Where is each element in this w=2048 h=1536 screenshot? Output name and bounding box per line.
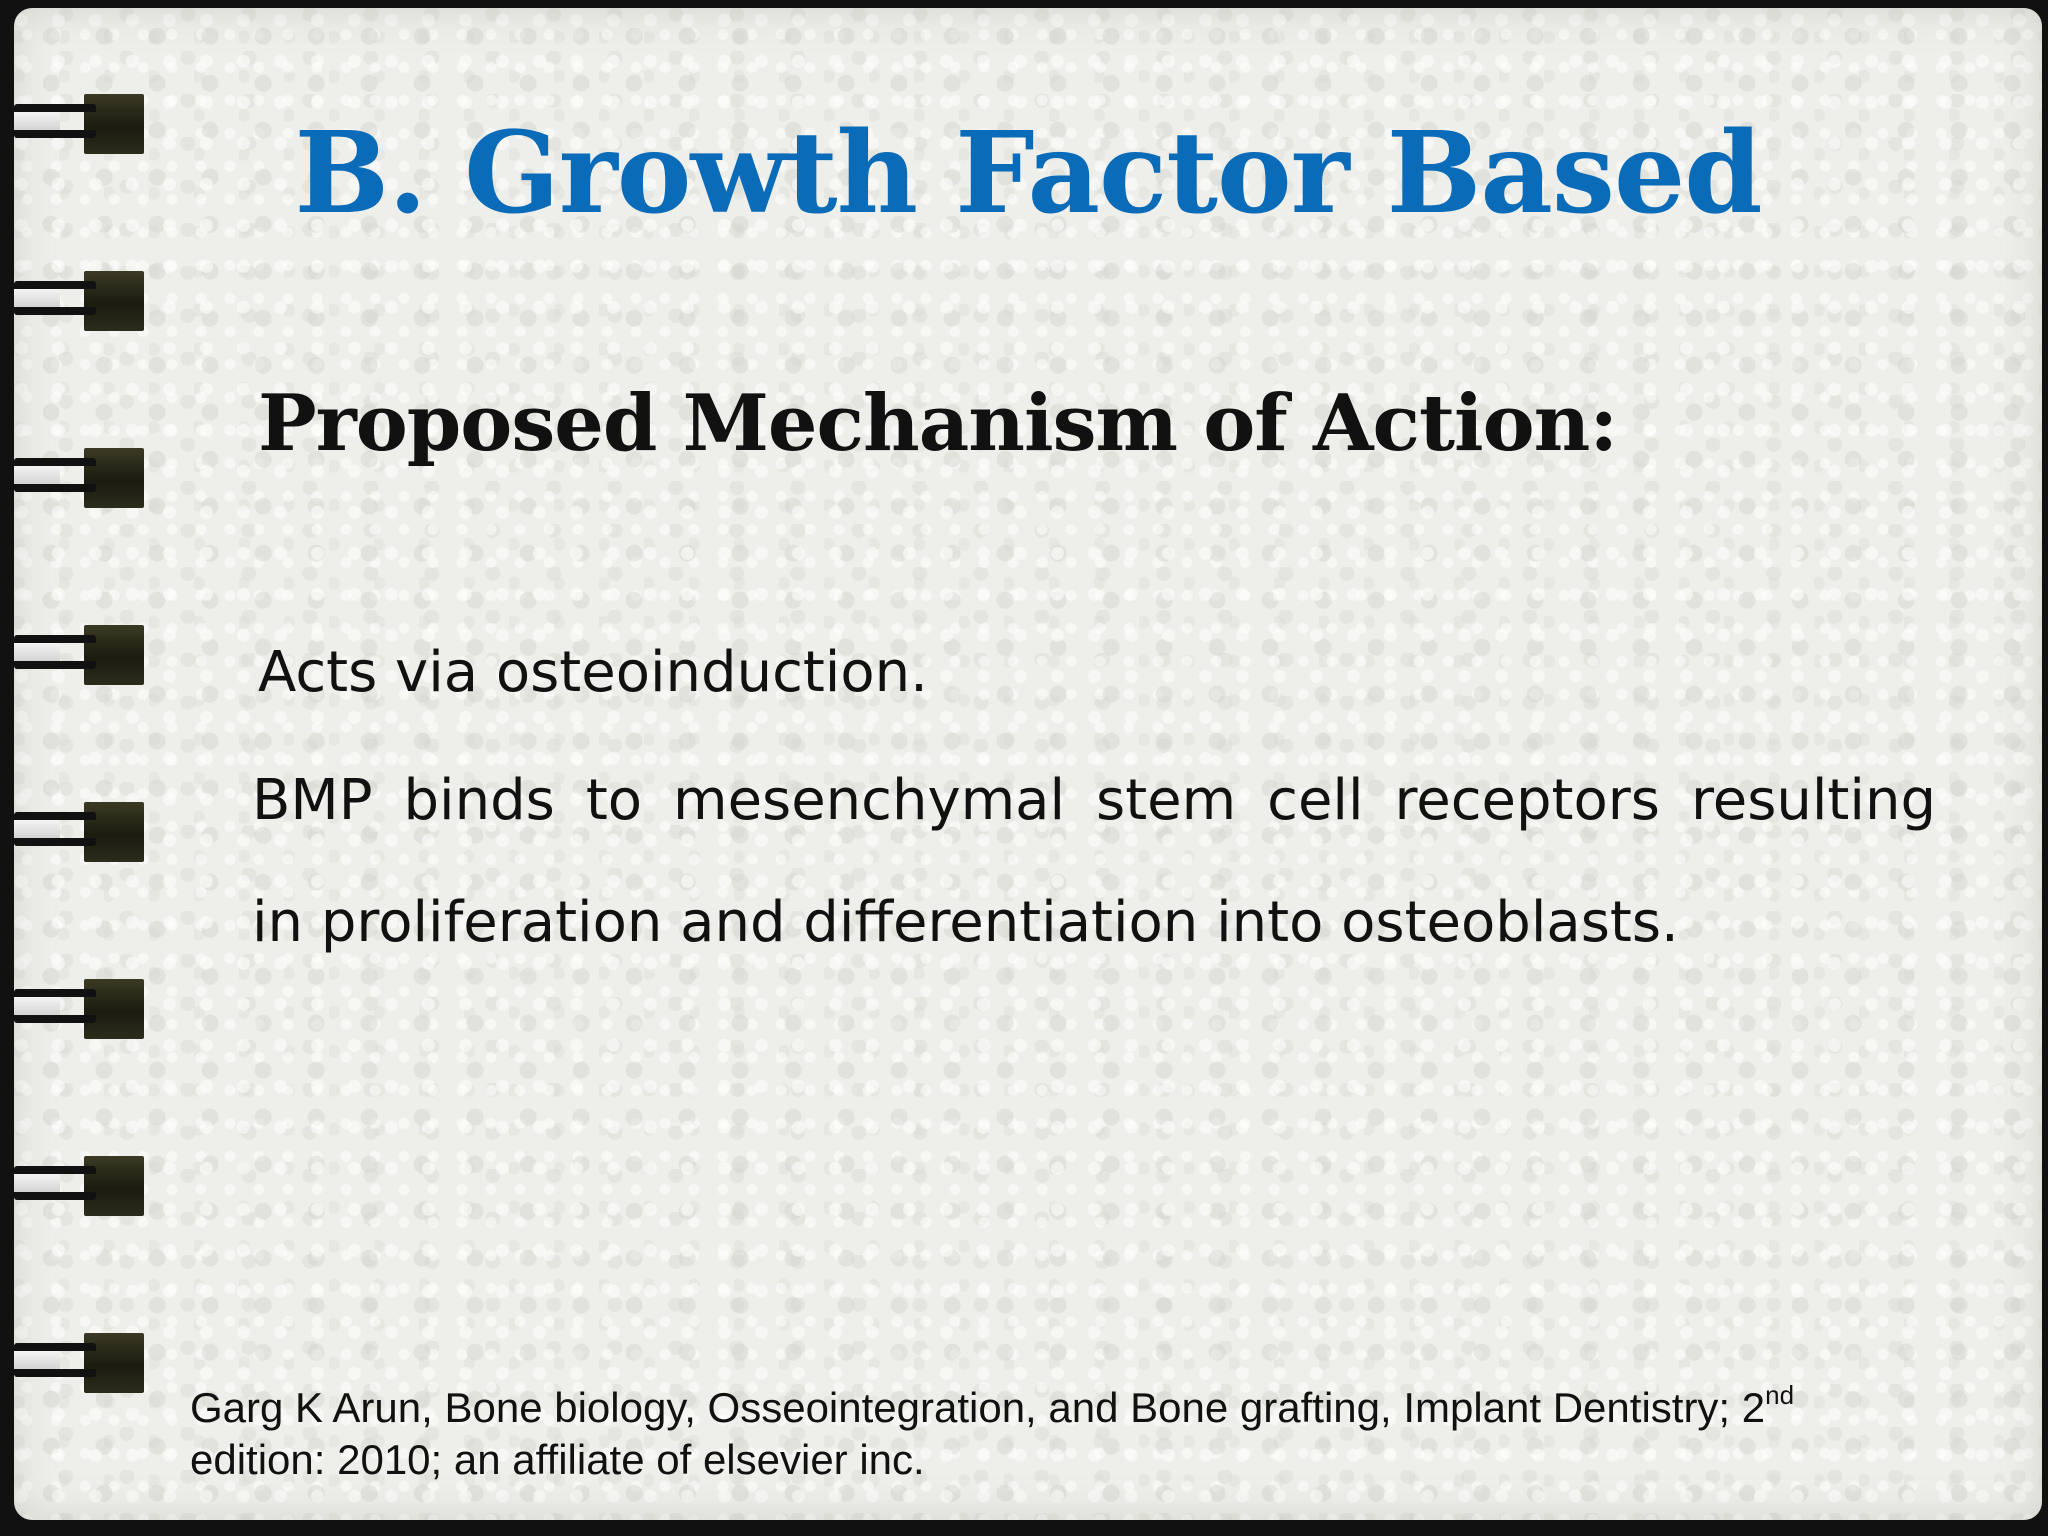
binder-wire (14, 458, 96, 492)
binder-ring (14, 1333, 144, 1393)
slide-title: B. Growth Factor Based (294, 108, 1762, 239)
slide-subtitle: Proposed Mechanism of Action: (258, 378, 1618, 469)
binder-wire (14, 812, 96, 846)
binder-wire (14, 281, 96, 315)
binder-ring (14, 625, 144, 685)
body-text-line-2: BMP binds to mesenchymal stem cell receptors resulting (252, 768, 1936, 833)
binder-ring (14, 271, 144, 331)
citation (190, 1382, 1990, 1486)
citation-superscript: nd (1765, 1380, 1795, 1410)
body-text-line-1: Acts via osteoinduction. (258, 640, 928, 705)
binder-ring (14, 979, 144, 1039)
slide-canvas (14, 8, 2042, 1520)
binder-wire (14, 635, 96, 669)
binder-wire (14, 1166, 96, 1200)
binder-ring (14, 1156, 144, 1216)
body-text-line-3: in proliferation and differentiation into osteoblasts. (252, 890, 1679, 955)
citation-text-part1: Garg K Arun, Bone biology, Osseointegration, and Bone grafting, Implant Dentistry; 2 (190, 1384, 1766, 1431)
binder-ring (14, 448, 144, 508)
binder-ring (14, 802, 144, 862)
binder-wire (14, 1343, 96, 1377)
citation-text-part2: edition: 2010; an affiliate of elsevier inc. (190, 1436, 925, 1483)
binder-wire (14, 989, 96, 1023)
